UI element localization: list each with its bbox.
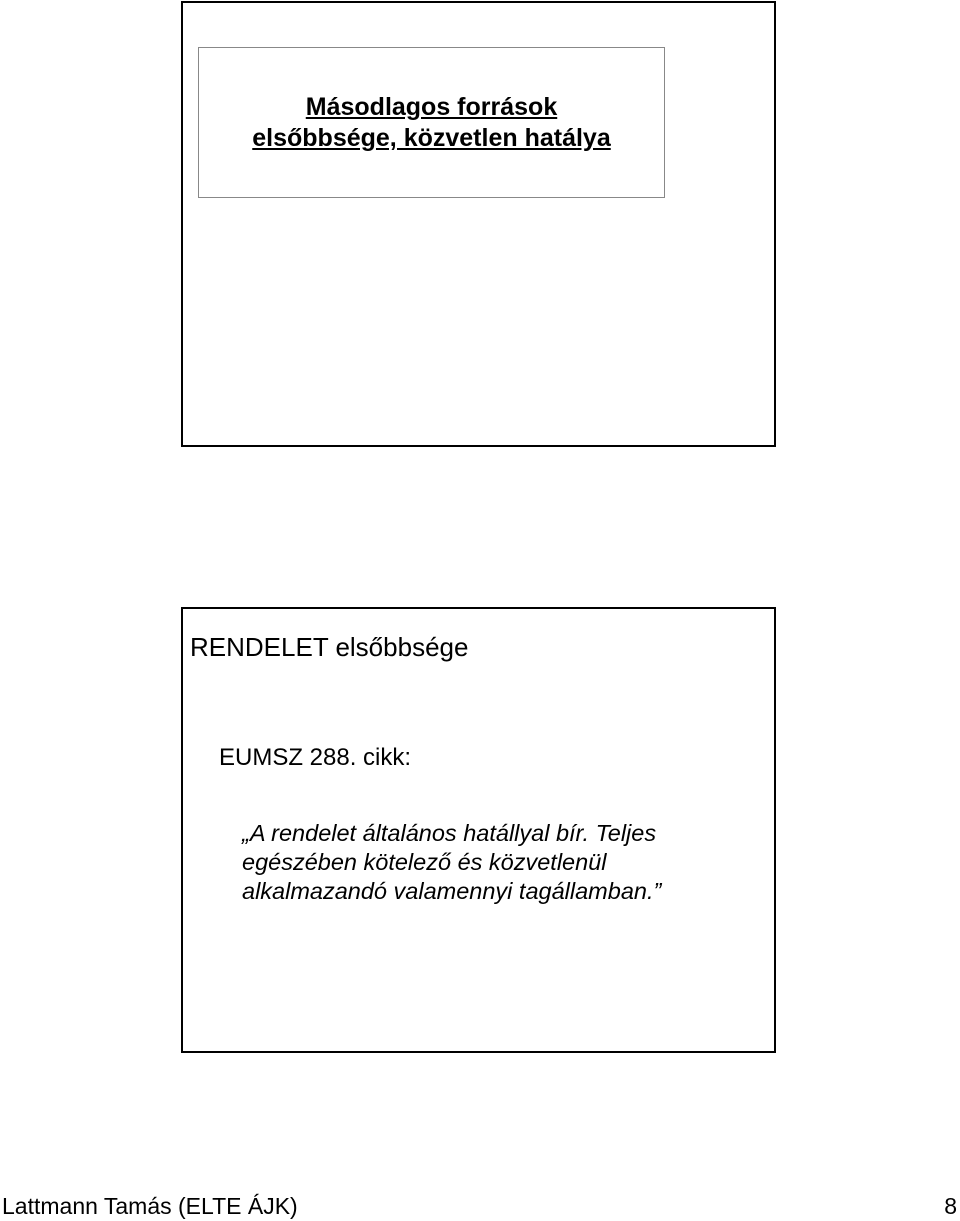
- article-quote: [242, 819, 661, 906]
- quote-line: „A rendelet általános hatállyal bír. Teljes: [242, 820, 657, 846]
- slide-title-box: [198, 47, 665, 198]
- slide-2: [181, 607, 776, 1053]
- quote-line: alkalmazandó valamennyi tagállamban.”: [242, 878, 662, 904]
- slide-1: [181, 1, 776, 447]
- slide-title: [199, 92, 664, 154]
- slide-title-line: elsőbbsége, közvetlen hatálya: [252, 124, 611, 152]
- slide-heading: RENDELET elsőbbsége: [190, 632, 469, 662]
- article-reference: EUMSZ 288. cikk:: [219, 744, 412, 771]
- slide-title-line: Másodlagos források: [305, 93, 558, 121]
- quote-line: egészében kötelező és közvetlenül: [242, 849, 607, 875]
- page-number: 8: [944, 1193, 957, 1219]
- footer-author: Lattmann Tamás (ELTE ÁJK): [2, 1193, 298, 1219]
